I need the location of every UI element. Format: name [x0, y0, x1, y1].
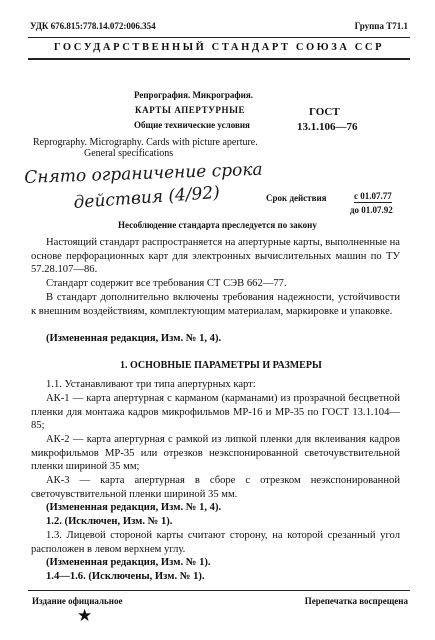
validity-label: Срок действия: [266, 193, 327, 203]
compliance-note: Несоблюдение стандарта преследуется по закону: [118, 220, 317, 230]
validity-from: с 01.07.77: [354, 191, 392, 201]
handwritten-note-line-2: действия (4/92): [73, 182, 221, 213]
intro-paragraph-2: Стандарт содержит все требования СТ СЭВ 662—77.: [46, 278, 287, 289]
english-title-line-2: General specifications: [84, 148, 174, 159]
footer-official-edition: Издание официальное: [32, 596, 123, 606]
type-ak3: АК-3 — карта апертурная в сборе с отрезком неэкспонированной светочувствительной пленки шириной 35 мм.: [31, 475, 400, 500]
udc-code: УДК 676.815:778.14.072:006.354: [30, 21, 156, 31]
clause-1-1: 1.1. Устанавливают три типа апертурных карт:: [46, 379, 256, 390]
clause-1-3: 1.3. Лицевой стороной карты считают сторону, на которой срезанный угол расположен в левом верхнем углу.: [31, 530, 400, 555]
clause-1-4-1-6: 1.4—1.6. (Исключены, Изм. № 1).: [46, 571, 205, 582]
title-line-2: КАРТЫ АПЕРТУРНЫЕ: [135, 105, 246, 115]
validity-to: до 01.07.92: [350, 205, 393, 215]
header-rule-top: [28, 37, 410, 38]
intro-paragraph-1: Настоящий стандарт распространяется на апертурные карты, выполненные на основе перфорационных карт для электронных вычислительных машин по ТУ 57.28.107—86.: [31, 237, 400, 276]
handwritten-note-line-1: Снято ограничение срока: [24, 159, 263, 188]
footer-rule: [28, 590, 410, 591]
section-1-amendment-1: (Измененная редакция, Изм. № 1, 4).: [46, 502, 222, 513]
clause-1-2: 1.2. (Исключен, Изм. № 1).: [46, 516, 173, 527]
intro-paragraph-3: В стандарт дополнительно включены требования надежности, устойчивости к внешним воздействиям, комплектующим материалам, маркировке и упаковке.: [31, 292, 400, 317]
type-ak1: АК-1 — карта апертурная с карманом (карманами) из прозрачной бесцветной пленки для монтажа кадров микрофильмов МР-16 и МР-35 по ГОСТ 13.1.104—85;: [31, 393, 400, 432]
gost-label: ГОСТ: [309, 106, 340, 118]
title-line-3: Общие технические условия: [134, 120, 250, 130]
intro-amendment: (Измененная редакция, Изм. № 1, 4).: [46, 333, 222, 344]
standard-title: ГОСУДАРСТВЕННЫЙ СТАНДАРТ СОЮЗА ССР: [53, 42, 385, 53]
section-1-heading: 1. ОСНОВНЫЕ ПАРАМЕТРЫ И РАЗМЕРЫ: [120, 360, 322, 371]
group-code: Группа Т71.1: [354, 21, 408, 31]
header-rule-bottom: [28, 58, 410, 60]
gost-number: 13.1.106—76: [297, 121, 358, 133]
english-title-line-1: Reprography. Micrography. Cards with picture aperture.: [33, 137, 258, 148]
section-1-amendment-2: (Измененная редакция, Изм. № 1).: [46, 557, 211, 568]
star-icon: ★: [77, 606, 93, 625]
type-ak2: АК-2 — карта апертурная с рамкой из липкой пленки для вклеивания кадров микрофильмов МР-35 или отрезков неэкспонированной светочувствительной пленки шириной 35 мм;: [31, 434, 400, 473]
title-line-1: Репрография. Микрография.: [134, 90, 253, 100]
footer-reprint-prohibited: Перепечатка воспрещена: [304, 596, 408, 606]
